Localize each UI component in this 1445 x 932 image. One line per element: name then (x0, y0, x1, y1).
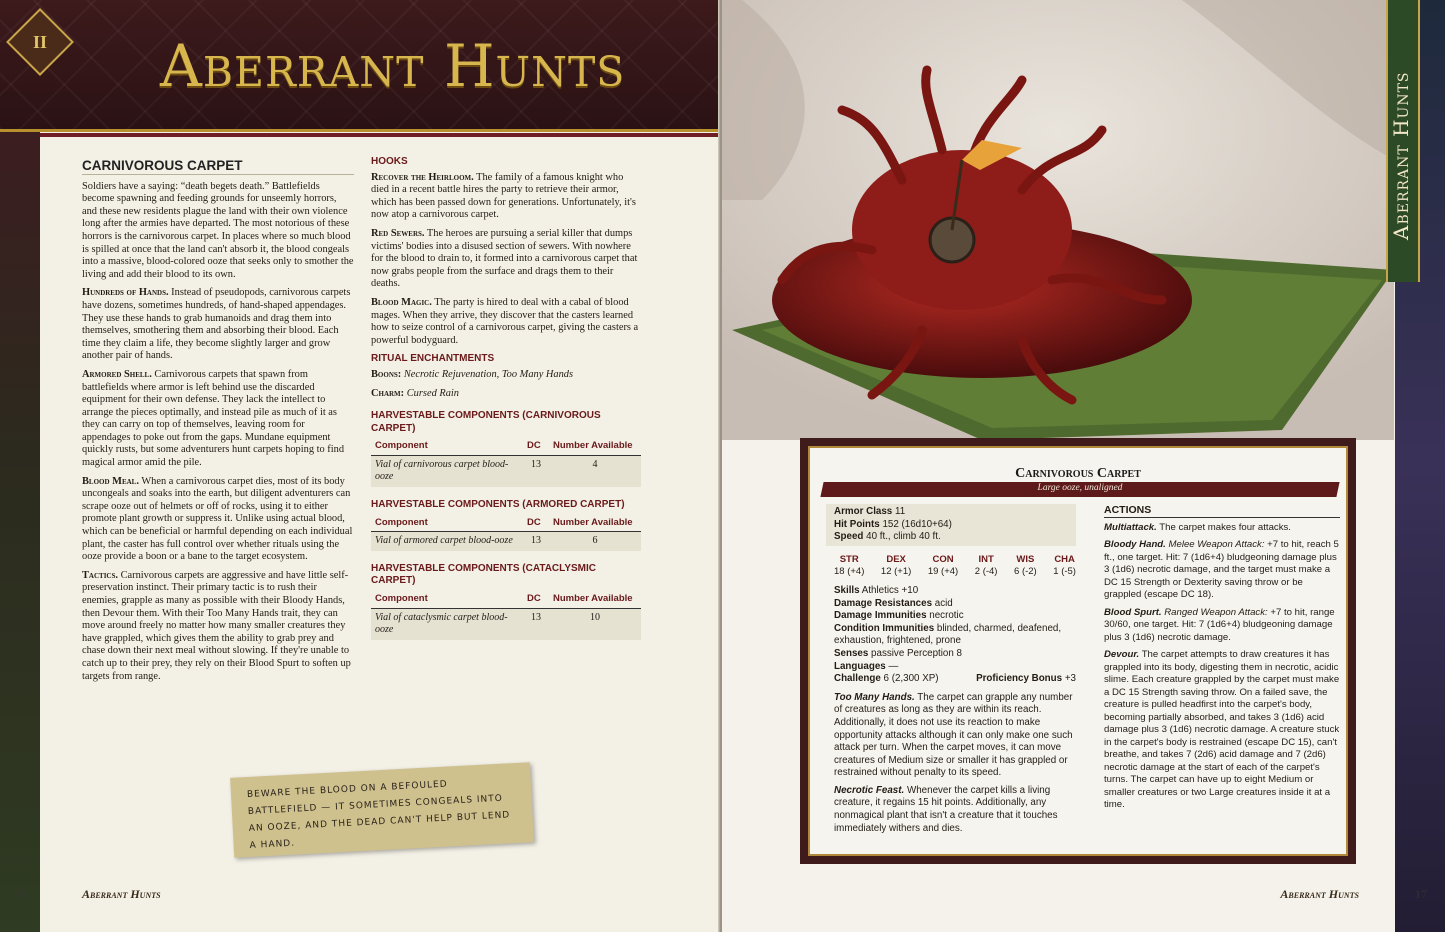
value: 40 ft., climb 40 ft. (863, 531, 941, 543)
boons-text: Necrotic Rejuvenation, Too Many Hands (403, 368, 574, 380)
statblock-name: Carnivorous Carpet (1015, 466, 1141, 481)
paragraph-text: Instead of pseudopods, carnivorous carpets have dozens, sometimes hundreds, of hand-shaped appendages. They use these hands to grab humanoids and drag them into themselves, smothering them and absorbing their blood. Each time they claim a life, they become slightly larger and grow another pair of hands. (82, 287, 351, 362)
actions-heading: ACTIONS (1104, 504, 1340, 518)
ability-wis (1014, 554, 1037, 579)
ability-name: STR (839, 553, 859, 565)
table-row (371, 532, 641, 551)
trait-necrotic-feast (834, 785, 1076, 835)
charm-text: Cursed Rain (406, 387, 459, 399)
value: 6 (2,300 XP) (880, 673, 939, 685)
header-dc: DC (523, 591, 549, 608)
value: 152 (16d10+64) (879, 518, 952, 530)
label: Speed (834, 531, 864, 543)
header-banner (0, 0, 720, 132)
chapter-tab-label: Aberrant Hunts (1389, 71, 1413, 240)
page-title: Aberrant Hunts (160, 32, 626, 100)
senses (834, 648, 1076, 661)
cell-number: 4 (549, 455, 641, 487)
paragraph-shell (82, 369, 354, 470)
value: +3 (1062, 673, 1076, 685)
running-head: Aberrant Hunts (1280, 887, 1359, 901)
hook-blood-magic (371, 297, 641, 347)
damage-immunities (834, 610, 1076, 623)
cell-component: Vial of cataclysmic carpet blood-ooze (371, 608, 523, 640)
trait-name: Necrotic Feast. (834, 784, 905, 796)
lead-in: Armored Shell. (82, 368, 152, 380)
hooks-heading: HOOKS (371, 156, 408, 167)
cell-component: Vial of armored carpet blood-ooze (371, 532, 523, 551)
header-number: Number Available (549, 438, 641, 455)
ability-name: WIS (1016, 553, 1035, 565)
value: 11 (892, 506, 906, 517)
table-title: HARVESTABLE COMPONENTS (CARNIVOROUS CARPET) (371, 410, 601, 434)
components-table (371, 515, 641, 551)
ability-name: DEX (886, 553, 906, 565)
chapter-number: II (32, 32, 47, 52)
page-number: 16 (14, 887, 26, 901)
ability-int (975, 554, 998, 579)
running-head: Aberrant Hunts (82, 887, 161, 901)
left-page (0, 0, 720, 932)
label: Proficiency Bonus (976, 673, 1063, 685)
cell-number: 6 (549, 532, 641, 551)
label: Damage Immunities (834, 610, 927, 622)
hook-sewers (371, 228, 641, 291)
ability-value: 19 (+4) (927, 566, 959, 578)
lead-in: Hundreds of Hands. (82, 287, 169, 299)
trait-text: Whenever the carpet kills a living creature, it regains 15 hit points. Additionally, any nonmagical plant that isn't a creature that it touches immediately withers and dies. (834, 784, 1058, 834)
value: Athletics +10 (859, 584, 919, 596)
components-table (371, 591, 641, 640)
damage-resistances (834, 598, 1076, 611)
column-1 (82, 160, 354, 689)
ability-value: 18 (+4) (834, 566, 865, 578)
core-stats (826, 504, 1076, 546)
statblock-stats (834, 504, 1076, 840)
lead-in: Tactics. (82, 569, 118, 581)
action-text: +7 to hit, range 30/60, one target. Hit: 7 (1d6+4) bludgeoning damage plus 3 (1d6) necrotic damage. (1104, 606, 1335, 643)
statblock (800, 438, 1356, 864)
column-2 (371, 156, 641, 652)
value: necrotic (926, 610, 964, 622)
cell-dc: 13 (523, 532, 549, 551)
paragraph-text: The heroes are pursuing a serial killer that dumps victims' bodies into a disused section of sewers. With nowhere for the blood to drain to, it formed into a carnivorous carpet that now grabs people from the surface and drags them to their deaths. (371, 227, 638, 290)
cell-dc: 13 (523, 455, 549, 487)
table-row (371, 455, 641, 487)
ability-name: INT (978, 553, 994, 565)
ability-name: CHA (1054, 553, 1075, 565)
table-row (371, 608, 641, 640)
value: — (885, 660, 899, 672)
header-number: Number Available (549, 591, 641, 608)
table-title: HARVESTABLE COMPONENTS (ARMORED CARPET) (371, 499, 625, 511)
paragraph-text: The party is hired to deal with a cabal of blood mages. When they arrive, they discover that the casters learned how to seize control of a carnivorous carpet, giving the casters a powerful bodyguard. (371, 296, 639, 346)
label: Skills (834, 584, 860, 596)
paragraph-text: When a carnivorous carpet dies, most of its body uncongeals and soaks into the earth, but diligent adventurers can scrape ooze out of helmets or off of rocks, using it to either promote plant growth or suppress it. Unlike using actual blood, which can be beneficial or harmful depending on each individual plant, the caster has full control over whether rituals using the ooze provide a boon or a bane to the target ecosystem. (82, 475, 353, 563)
header-dc: DC (523, 438, 549, 455)
ability-value: 2 (-4) (974, 566, 998, 578)
action-name: Bloody Hand. (1104, 539, 1166, 550)
ability-dex (881, 554, 911, 579)
lead-in: Blood Magic. (371, 296, 432, 308)
statblock-type: Large ooze, unaligned (1037, 483, 1123, 493)
components-table (371, 438, 641, 487)
paragraph-text: Carnivorous carpets are aggressive and have little self-preservation instinct. Their primary tactic is to rush their enemies, grapple as many as possible with their Bloody Hands, then Devour them. With their Too Many Hands trait, they can move around freely no matter how many smaller creatures they have grappled, which gives them the ability to grab prey and chase down their next meal without slowing. If they're unable to catch up to their prey, they rely on their Blood Spurt to soften up targets from range. (82, 569, 351, 682)
ability-value: 6 (-2) (1014, 566, 1037, 578)
label: Condition Immunities (834, 622, 935, 634)
action-name: Multiattack. (1104, 521, 1157, 533)
lead-in: Recover the Heirloom. (371, 171, 474, 183)
value: blinded, charmed, deafened, exhaustion, frightened, prone (834, 622, 1062, 647)
attack-kind: Ranged Weapon Attack: (1161, 606, 1268, 618)
table-title: HARVESTABLE COMPONENTS (CATACLYSMIC CARPET) (371, 562, 597, 587)
statblock-actions (1104, 504, 1340, 817)
lead-in: Boons: (371, 368, 402, 380)
hook-heirloom (371, 172, 641, 222)
label: Armor Class (834, 506, 893, 517)
ability-value: 12 (+1) (880, 566, 912, 578)
trait-name: Too Many Hands. (834, 691, 915, 703)
action-multiattack (1104, 522, 1340, 535)
ability-value: 1 (-5) (1053, 566, 1076, 578)
label: Senses (834, 647, 869, 659)
condition-immunities (834, 623, 1076, 648)
value: passive Perception 8 (868, 647, 962, 659)
skills (834, 585, 1076, 598)
trait-text: The carpet can grapple any number of creatures as long as they are within its reach. Additionally, it does not use its reaction to make opportunity attacks although it can only make one such attack per turn. When the carpet moves, it can move creatures of Medium size or smaller it has grappled or restrained without penalty to its speed. (834, 691, 1073, 779)
languages (834, 661, 1076, 674)
trait-too-many-hands (834, 692, 1076, 780)
header-component: Component (371, 438, 523, 455)
lead-in: Blood Meal. (82, 475, 139, 487)
action-text: +7 to hit, reach 5 ft., one target. Hit: 7 (1d6+4) bludgeoning damage plus 3 (1d6) necrotic damage, and the target must make a DC 15 Strength or Dexterity saving throw or be grappled (escape DC 18). (1104, 539, 1339, 600)
section-heading: CARNIVOROUS CARPET (82, 160, 354, 175)
label: Hit Points (834, 518, 880, 530)
proficiency-bonus (976, 673, 1076, 686)
speed (834, 531, 1068, 544)
lead-in: Charm: (371, 387, 405, 399)
charm-line (371, 388, 641, 401)
paragraph-text: Carnivorous carpets that spawn from battlefields where armor is left behind use the discarded equipment for their own defense. They lack the intellect to arrange the pieces optimally, and instead pile as much of it as they can carry on top of themselves, leaving room for appendages to poke out from the gaps. Mundane equipment quickly rusts, but some adventurers hunt carpets hoping to find magical armor amid the pile. (82, 368, 345, 469)
action-text: The carpet makes four attacks. (1156, 521, 1291, 533)
challenge (834, 673, 939, 686)
challenge-row (834, 673, 1076, 686)
page-number: 17 (1415, 887, 1427, 901)
carpet-illustration (722, 0, 1394, 440)
attack-kind: Melee Weapon Attack: (1165, 539, 1265, 550)
boons-line (371, 369, 641, 382)
header-dc: DC (523, 515, 549, 532)
hit-points (834, 519, 1068, 532)
cell-number: 10 (549, 608, 641, 640)
action-name: Devour. (1104, 649, 1140, 660)
paragraph-text: The family of a famous knight who died in a recent battle hires the party to retrieve their armor, which has been passed down for generations. Unfortunately, it's now atop a carnivorous carpet. (371, 171, 636, 221)
lead-in: Red Sewers. (371, 227, 425, 239)
paragraph-tactics (82, 570, 354, 683)
armor-class (834, 506, 1068, 519)
action-blood-spurt (1104, 607, 1340, 645)
label: Damage Resistances (834, 597, 933, 609)
cell-component: Vial of carnivorous carpet blood-ooze (371, 455, 523, 487)
ability-scores (834, 554, 1076, 579)
left-edge-art (0, 130, 40, 932)
action-bloody-hand (1104, 539, 1340, 602)
paragraph-blood-meal (82, 476, 354, 564)
ability-cha (1053, 554, 1076, 579)
action-devour (1104, 649, 1340, 812)
cell-dc: 13 (523, 608, 549, 640)
parchment-note: BEWARE THE BLOOD ON A BEFOULED BATTLEFIELD — IT SOMETIMES CONGEALS INTO AN OOZE, AND THE DEAD CAN'T HELP BUT LEND A HAND. (230, 762, 534, 858)
label: Challenge (834, 673, 881, 685)
header-number: Number Available (549, 515, 641, 532)
header-component: Component (371, 591, 523, 608)
intro-paragraph: Soldiers have a saying: “death begets death.” Battlefields become spawning and feeding grounds for unseemly horrors, and these new residents plague the land with their own violence long after the armies have departed. The most notorious of these horrors is the carnivorous carpet. In places where so much blood is spilled at once that the land can't absorb it, the blood congeals into a massive, blood-colored ooze that seeks only to smother the living and add their blood to its own. (82, 180, 354, 280)
label: Languages (834, 660, 886, 672)
action-text: The carpet attempts to draw creatures it has grappled into its body, digesting them in necrotic, acidic slime. Each creature grappled by the carpet must make a DC 15 Strength saving throw. On a failed save, the creature is pulled headfirst into the carpet's body, becoming partially absorbed, and takes 3 (1d6) acid damage plus 3 (1d6) necrotic damage. A creature stuck in the carpet's body is restrained (escape DC 15), can't breathe, and takes 7 (2d6) acid damage and 7 (2d6) necrotic damage at the start of each of the carpet's turns. The carpet can have up to eight Medium or smaller creatures or two Large creatures inside it at a time. (1104, 649, 1340, 810)
ability-name: CON (932, 553, 954, 565)
paragraph-hands (82, 287, 354, 363)
ability-str (834, 554, 864, 579)
header-component: Component (371, 515, 523, 532)
ritual-heading: RITUAL ENCHANTMENTS (371, 353, 495, 365)
value: acid (932, 597, 953, 609)
ability-con (928, 554, 958, 579)
action-name: Blood Spurt. (1104, 606, 1162, 618)
